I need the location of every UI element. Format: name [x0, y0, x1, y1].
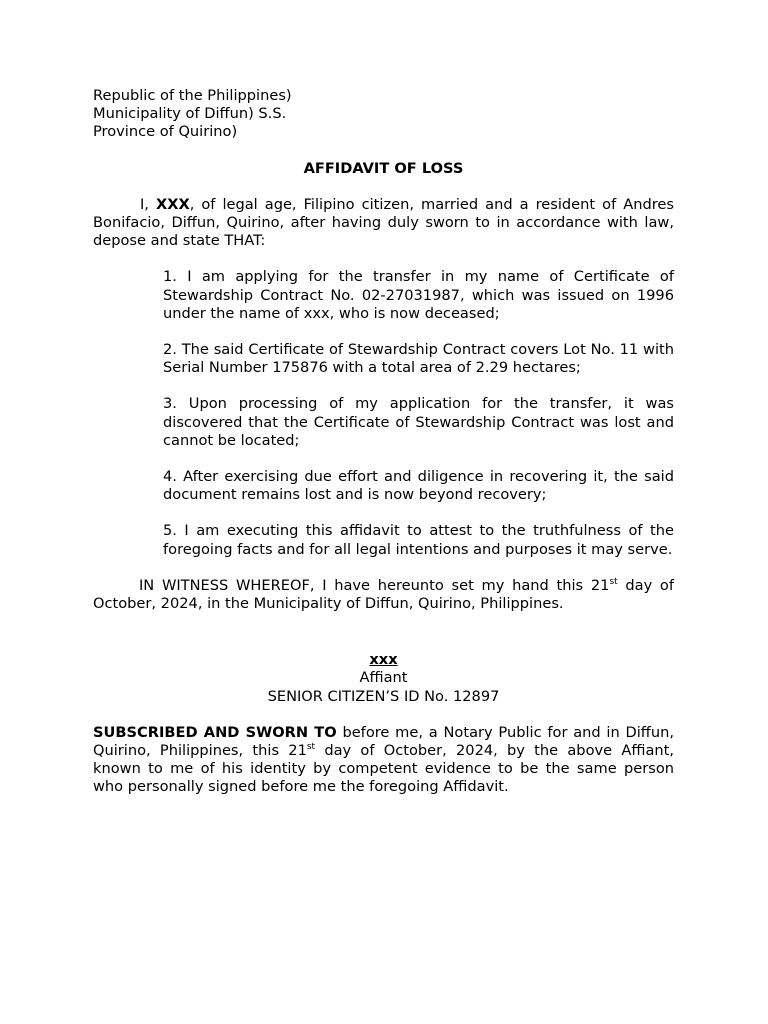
statement-item-5: 5. I am executing this affidavit to attest to the truthfulness of the foregoing facts and for all legal intentions and purposes it may serve. [163, 522, 674, 558]
venue-republic: Republic of the Philippines) [93, 87, 292, 104]
venue-municipality: Municipality of Diffun) S.S. [93, 105, 287, 123]
witness-ordinal: st [609, 577, 618, 587]
witness-text-before: IN WITNESS WHEREOF, I have hereunto set my hand this 21 [139, 576, 610, 594]
witness-paragraph [93, 577, 674, 613]
jurat-heading: SUBSCRIBED AND SWORN TO [93, 723, 337, 741]
statement-item-4: 4. After exercising due effort and diligence in recovering it, the said document remains lost and is now beyond recovery; [163, 468, 674, 504]
jurat-paragraph [93, 724, 674, 797]
document-title: AFFIDAVIT OF LOSS [303, 159, 464, 177]
witness-text-after: day of October, 2024, in the Municipality of Diffun, Quirino, Philippines. [93, 576, 675, 613]
venue-block [93, 87, 674, 142]
signature-role: Affiant [359, 669, 408, 687]
intro-paragraph [93, 196, 674, 251]
jurat-text-after: day of October, 2024, by the above Affiant, known to me of his identity by competent evidence to be the same person who personally signed before me the foregoing Affidavit. [93, 742, 674, 796]
statement-item-1: 1. I am applying for the transfer in my name of Certificate of Stewardship Contract No. 02-27031987, which was issued on 1996 under the name of xxx, who is now deceased; [163, 268, 674, 322]
signature-name: xxx [369, 651, 398, 669]
affiant-name: XXX [155, 195, 190, 213]
statement-item-2: 2. The said Certificate of Stewardship Contract covers Lot No. 11 with Serial Number 175876 with a total area of 2.29 hectares; [163, 341, 674, 377]
venue-province: Province of Quirino) [93, 123, 238, 141]
intro-prefix: I, [140, 195, 156, 213]
jurat-ordinal: st [306, 742, 316, 753]
statement-item-3: 3. Upon processing of my application for the transfer, it was discovered that the Certificate of Stewardship Contract was lost and cannot be located; [163, 395, 674, 449]
jurat-text-before: before me, a Notary Public for and in Diffun, Quirino, Philippines, this 21 [93, 723, 674, 760]
statement-list [163, 268, 674, 558]
intro-text: , of legal age, Filipino citizen, married and a resident of Andres Bonifacio, Diffun, Quirino, after having duly sworn to in accordance with law, depose and state THAT: [93, 195, 674, 250]
signature-id: SENIOR CITIZEN’S ID No. 12897 [267, 687, 500, 705]
signature-block [93, 651, 674, 706]
